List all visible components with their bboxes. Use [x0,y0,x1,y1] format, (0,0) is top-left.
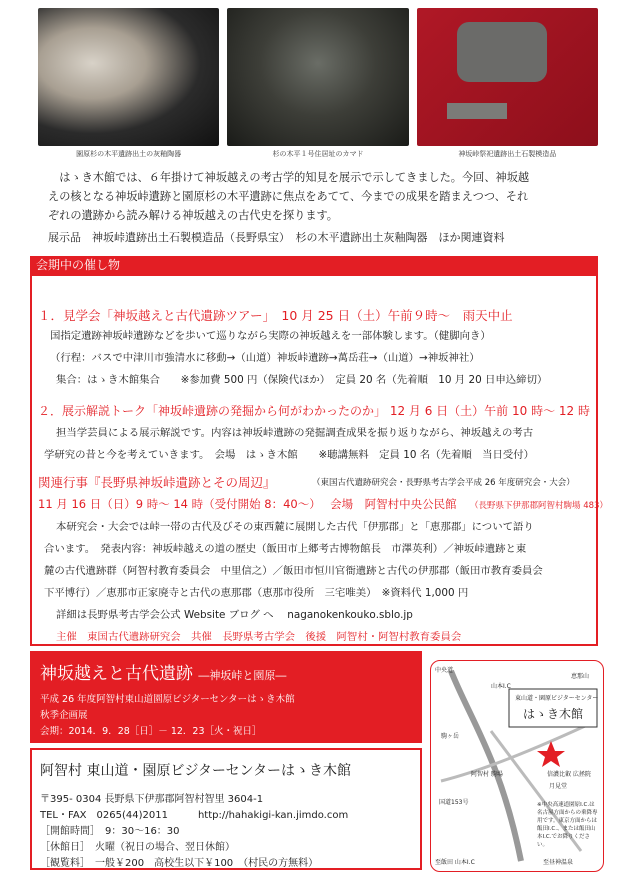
exhibition-banner [30,651,422,743]
venue-closed: ［休館日］ 火曜（祝日の場合、翌日休館） [40,842,235,853]
photo-kamado [227,8,408,158]
related-line: 下平博行）／恵那市正家廃寺と古代の恵那郡（恵那市役所 三宅唯美） ※資料代 1,000 円 [44,587,469,599]
map-label-hahakigi: はゝき木館 [523,707,584,721]
photo-pottery [38,8,219,158]
related-date: 11 月 16 日（日）9 時～ 14 時（受付開始 8：40～） 会場 阿智村中央公民館 [38,497,457,511]
map-note: 駒ヶ岳 [441,733,460,740]
event1-line: 集合：はゝき木館集合 ※参加費 500 円（保険代ほか） 定員 20 名（先着順 10 月 20 日申込締切） [56,374,548,386]
exhibition-period: 会期：2014．9．28［日］－ 12．23［火・祝日］ [40,726,262,737]
map-note: 至飯田 山本I.C [435,859,475,866]
map-note: 恵那山 [571,673,590,680]
exhibit-list: 展示品 神坂峠遺跡出土石製模造品（長野県宝） 杉の木平遺跡出土灰釉陶器 ほか関連資料 [48,231,505,244]
exhibition-line: 秋季企画展 [40,710,88,721]
exhibition-subtitle: ―神坂峠と園原― [198,669,287,682]
map-label-center: 東山道・園原ビジターセンター [515,695,599,702]
map-footnote: ※中央高速道園原I.C.は名古屋方面からの乗降専用です。東京方面からは飯田I.C.、または飯田山本I.C.でお降りください。 [537,802,598,848]
related-line: 本研究会・大会では峠一帯の古代及びその東西麓に展開した古代「伊那郡」と「恵那郡」について語り [56,521,534,533]
events-heading: 会期中の催し物 [30,256,598,274]
intro-line: ぞれの遺跡から読み解ける神坂越えの古代史を探ります。 [48,209,338,222]
photo-stone-models [417,8,598,158]
venue-fee: ［観覧料］ 一般￥200 高校生以下￥100 （村民の方無料） [40,858,319,869]
related-line: 詳細は長野県考古学会公式 Website ブログ へ naganokenkoukо.sblo.jp [56,609,413,621]
kamado-image [227,8,408,146]
related-organizers: 主催 東国古代遺跡研究会 共催 長野県考古学会 後援 阿智村・阿智村教育委員会 [56,631,462,643]
event2-title: ２．展示解説トーク「神坂峠遺跡の発掘から何がわかったのか」 12 月 6 日（土）午前 10 時～ 12 時 [38,404,590,418]
map-note: 中央道 [435,667,454,674]
related-address: （長野県下伊那郡阿智村駒場 483） [470,501,608,511]
event1-line: （行程：バスで中津川市強清水に移動→（山道）神坂峠遺跡→萬岳荘→（山道）→神坂神社） [50,352,480,364]
exhibition-title-main: 神坂越えと古代遺跡 [40,664,193,684]
caption-stone-models: 神坂峠祭祀遺跡出土石製模造品 [458,150,557,158]
related-line: 麓の古代遺跡群（阿智村教育委員会 中里信之）／飯田市恒川官衙遺跡と古代の伊那郡（飯田市教育委員会 [44,565,543,577]
event2-line: 学研究の昔と今を考えていきます。 会場 はゝき木館 ※聴講無料 定員 10 名（先着順 当日受付） [44,449,535,461]
event1-title: １．見学会「神坂越えと古代遺跡ツアー」 10 月 25 日（土）午前９時～ 雨天中止 [38,308,513,323]
event1-line: 国指定遺跡神坂峠遺跡などを歩いて巡りながら実際の神坂越えを一部体験します。（健脚向き） [50,330,491,342]
intro-text [48,168,594,225]
pottery-image [38,8,219,146]
stone-models-image [417,8,598,146]
exhibition-title [40,659,286,684]
event2-line: 担当学芸員による展示解説です。内容は神坂峠遺跡の発掘調査成果を振り返りながら、神坂越えの考古 [56,427,534,439]
venue-title: 阿智村 東山道・園原ビジターセンターはゝき木館 [40,763,352,779]
access-map [430,660,604,872]
photo-strip [38,8,598,158]
exhibition-line: 平成 26 年度阿智村東山道園原ビジターセンターはゝき木館 [40,694,295,705]
map-note: 至昼神温泉 [543,859,574,866]
venue-address: 〒395- 0304 長野県下伊那郡阿智村智里 3604-1 [40,794,264,805]
map-note: 阿智村 駒場 [471,771,503,778]
related-title: 関連行事『長野県神坂峠遺跡とその周辺』 [38,475,276,490]
venue-info [30,748,422,870]
caption-kamado: 杉の木平１号住居址のカマド [272,150,364,158]
intro-line: えの核となる神坂峠遺跡と園原杉の木平遺跡に焦点をあてて、今までの成果を踏まえつつ、それ [48,190,529,203]
map-note: 信濃比叡 広拯院 [547,771,591,778]
map-note: 国道153号 [439,799,469,806]
related-line: 合います。 発表内容：神坂峠越えの道の歴史（飯田市上郷考古博物館長 市澤英利）／神坂峠遺跡と東 [44,543,527,555]
venue-hours: ［開館時間］ 9：30～16：30 [40,826,180,837]
map-note: 月見堂 [549,783,568,790]
caption-pottery: 園原杉の木平遺跡出土の灰釉陶器 [76,150,182,158]
venue-contact: TEL・FAX 0265(44)2011 http://hahakigi-kan.jimdo.com [40,810,349,821]
related-subtitle: （東国古代遺跡研究会・長野県考古学会平成 26 年度研究会・大会） [312,478,575,488]
intro-line: はゝき木館では、６年掛けて神坂越えの考古学的知見を展示で示してきました。今回、神坂越 [48,171,530,184]
map-note: 山本I.C [491,683,511,690]
